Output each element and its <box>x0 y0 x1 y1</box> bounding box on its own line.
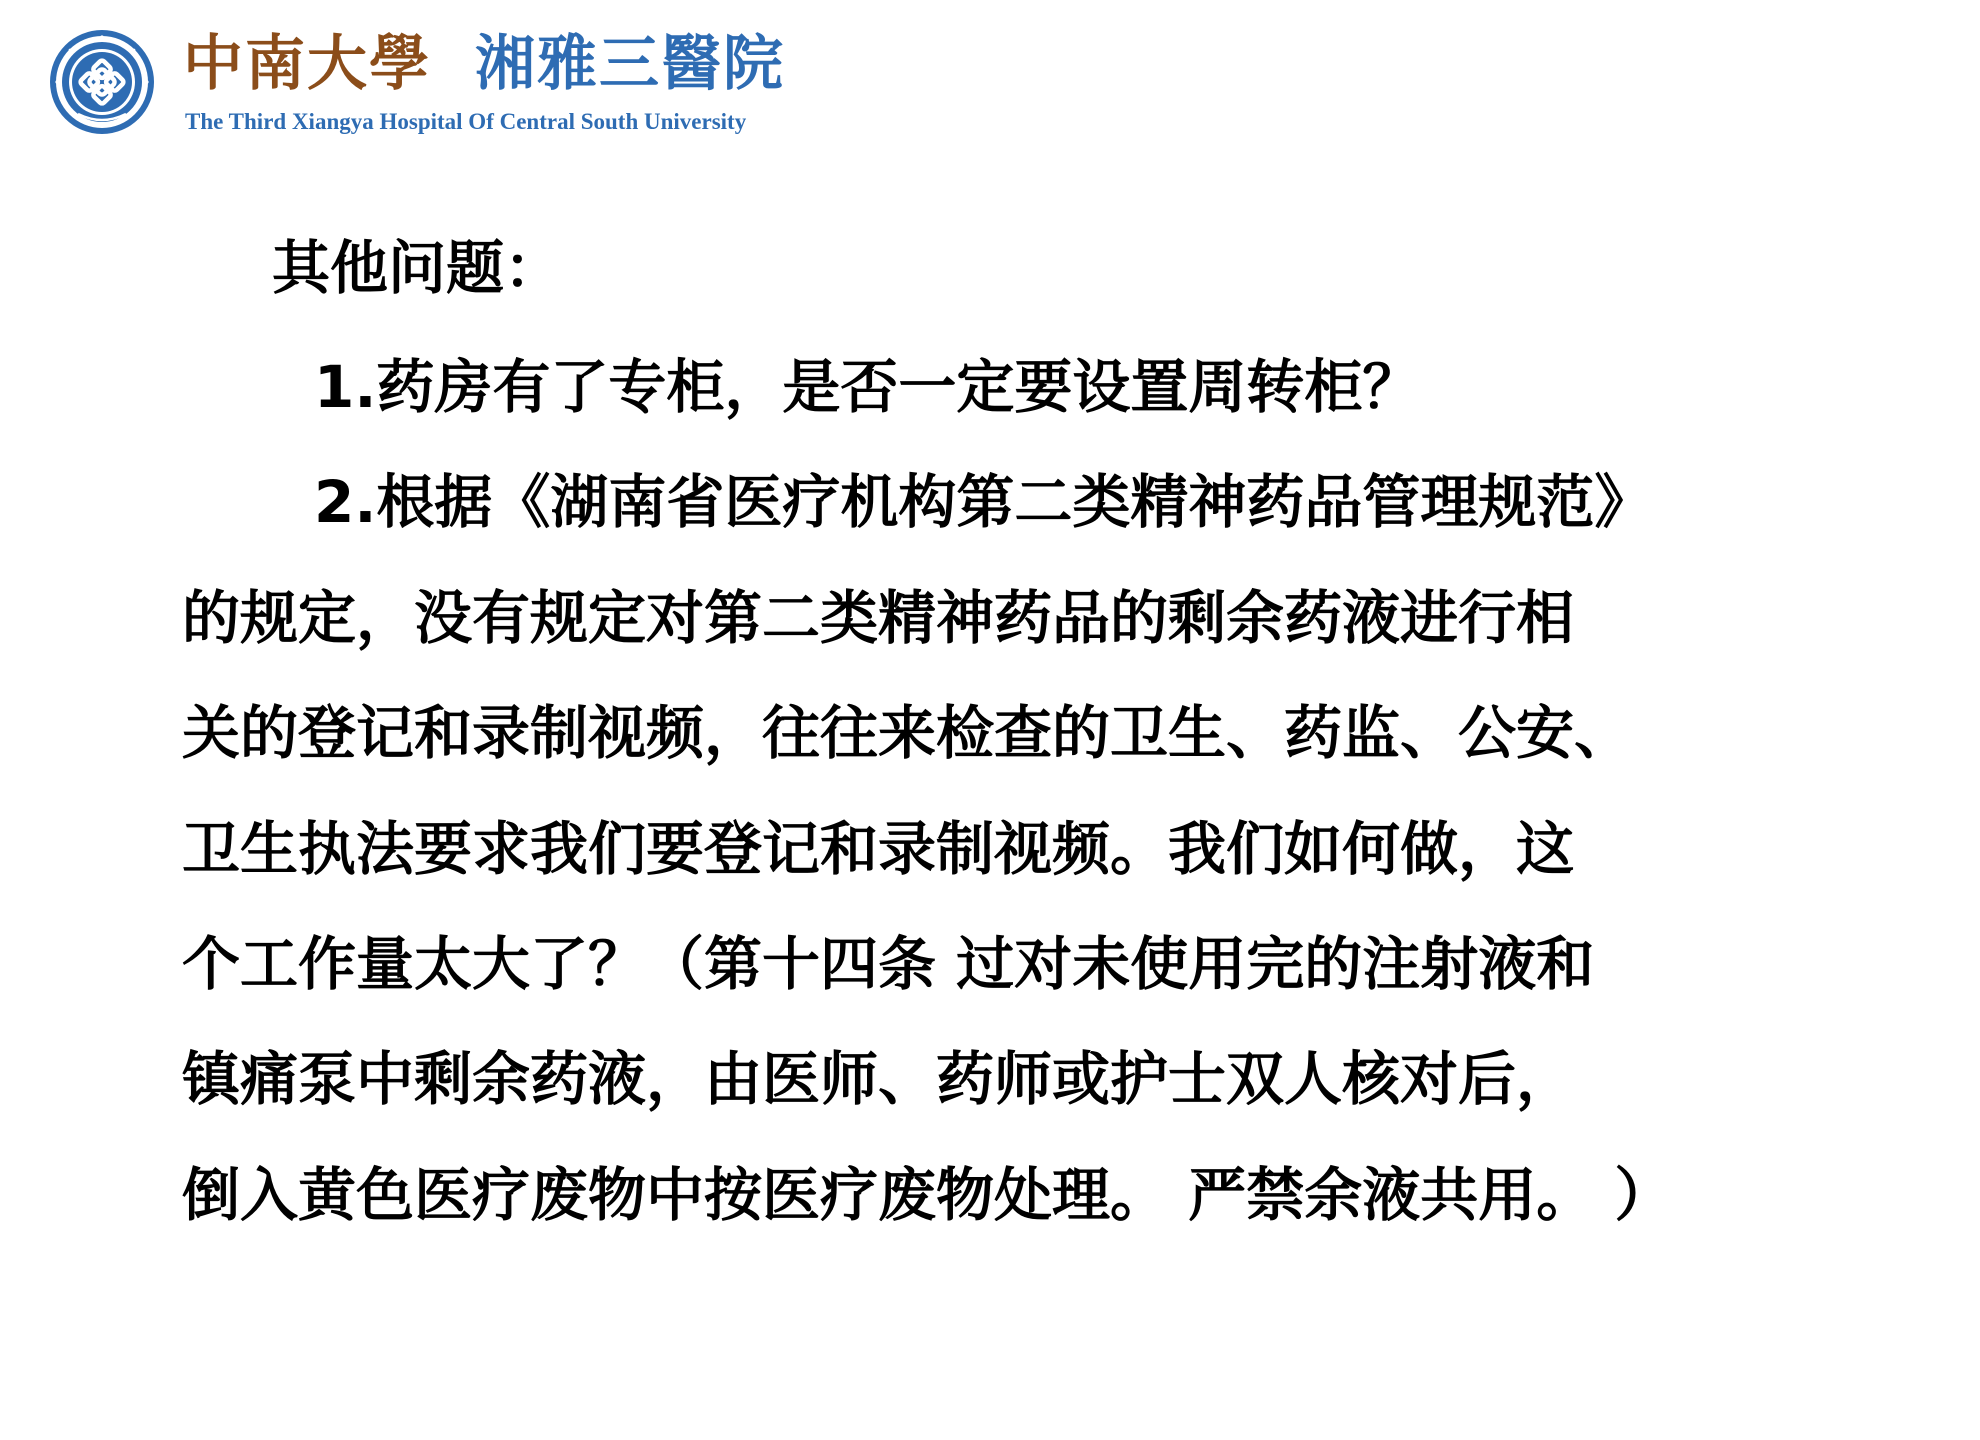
section-heading: 其他问题： <box>272 234 563 302</box>
hospital-name-cn: 湘雅三醫院 <box>475 29 785 99</box>
question-2-line-7: 倒入黄色医疗废物中按医疗废物处理。 严禁余液共用。 ） <box>182 1161 1673 1229</box>
hospital-name-en: The Third Xiangya Hospital Of Central South University <box>185 109 747 134</box>
question-2-line-1: 2.根据《湖南省医疗机构第二类精神药品管理规范》 <box>314 468 1653 536</box>
question-2-line-2: 的规定，没有规定对第二类精神药品的剩余药液进行相 <box>182 584 1575 652</box>
question-2-line-4: 卫生执法要求我们要登记和录制视频。我们如何做，这 <box>182 815 1575 883</box>
question-2-line-5: 个工作量太大了？（第十四条 过对未使用完的注射液和 <box>182 930 1595 998</box>
question-1: 1.药房有了专柜，是否一定要设置周转柜？ <box>314 353 1421 421</box>
question-2-line-3: 关的登记和录制视频，往往来检查的卫生、药监、公安、 <box>182 699 1633 767</box>
question-2-line-6: 镇痛泵中剩余药液，由医师、药师或护士双人核对后， <box>182 1045 1575 1113</box>
university-name-cn: 中南大學 <box>183 29 431 99</box>
